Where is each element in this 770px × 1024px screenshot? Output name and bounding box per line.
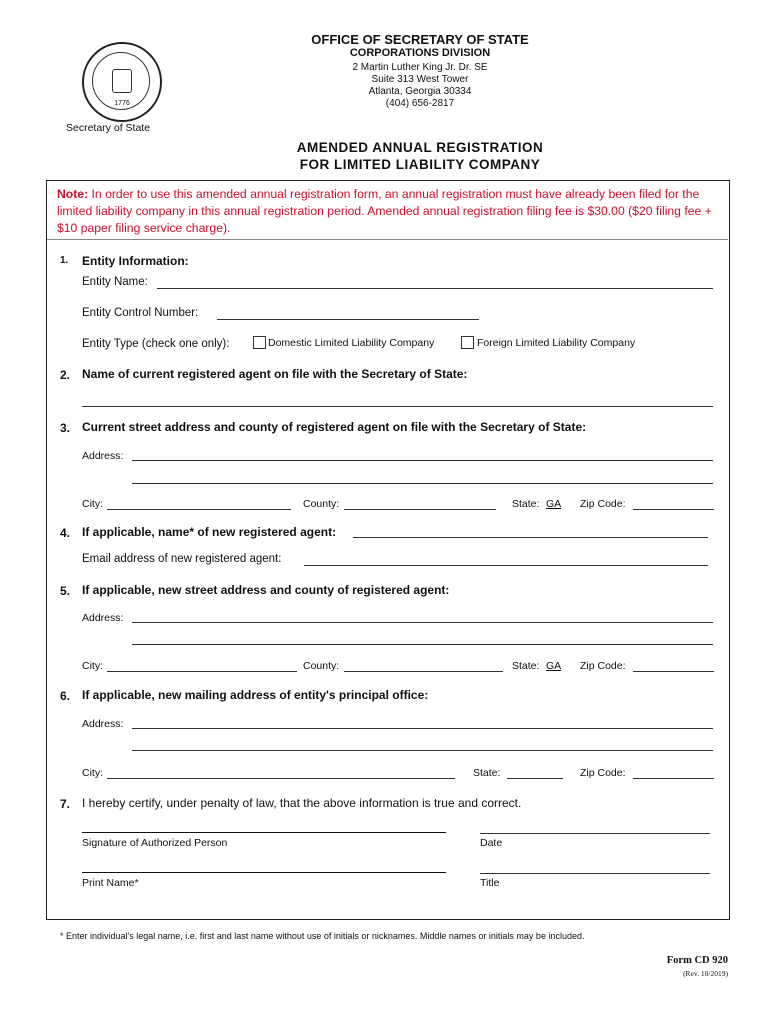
s3-address-label: Address: (82, 450, 124, 462)
s3-city-field[interactable] (107, 509, 291, 510)
s6-state-field[interactable] (507, 778, 563, 779)
s5-zip-label: Zip Code: (580, 660, 626, 672)
entity-control-number-label: Entity Control Number: (82, 307, 199, 319)
print-name-label: Print Name* (82, 877, 139, 889)
entity-type-label: Entity Type (check one only): (82, 338, 230, 350)
entity-name-label: Entity Name: (82, 276, 148, 288)
footnote: * Enter individual's legal name, i.e. first and last name without use of initials or nicknames. Middle names or initials may be included. (60, 931, 585, 941)
s3-address-field-1[interactable] (132, 460, 713, 461)
signature-label: Signature of Authorized Person (82, 837, 228, 849)
office-title: OFFICE OF SECRETARY OF STATE (311, 32, 529, 47)
date-field[interactable] (480, 833, 710, 834)
new-agent-email-label: Email address of new registered agent: (82, 553, 282, 565)
s3-address-field-2[interactable] (132, 483, 713, 484)
seal-year: 1776 (114, 100, 130, 107)
domestic-llc-label: Domestic Limited Liability Company (268, 337, 435, 349)
title-label: Title (480, 877, 500, 889)
seal-arch-icon (112, 69, 132, 93)
s5-state-label: State: (512, 660, 540, 672)
s5-address-field-1[interactable] (132, 622, 713, 623)
s5-state-value: GA (546, 660, 562, 672)
phone-number: (404) 656-2817 (385, 98, 455, 109)
s5-county-label: County: (303, 660, 340, 672)
foreign-llc-checkbox[interactable] (461, 336, 474, 349)
s3-county-field[interactable] (344, 509, 496, 510)
section-1-title: Entity Information: (82, 254, 189, 268)
s3-zip-label: Zip Code: (580, 498, 626, 510)
s5-zip-field[interactable] (633, 671, 714, 672)
entity-name-field[interactable] (157, 288, 713, 289)
section-5-title: If applicable, new street address and county of registered agent: (82, 583, 450, 597)
section-4-number: 4. (60, 526, 71, 540)
s6-state-label: State: (473, 767, 501, 779)
form-title-line-1: AMENDED ANNUAL REGISTRATION (296, 140, 544, 155)
s3-county-label: County: (303, 498, 340, 510)
s5-address-label: Address: (82, 612, 124, 624)
current-agent-name-field[interactable] (82, 406, 713, 407)
domestic-llc-checkbox[interactable] (253, 336, 266, 349)
date-label: Date (480, 837, 503, 849)
form-number: Form CD 920 (666, 955, 728, 966)
section-2-title: Name of current registered agent on file with the Secretary of State: (82, 367, 468, 381)
section-2-number: 2. (60, 368, 71, 382)
s6-address-field-2[interactable] (132, 750, 713, 751)
note-divider (47, 239, 728, 240)
print-name-field[interactable] (82, 872, 446, 873)
section-3-title: Current street address and county of registered agent on file with the Secretary of State: (82, 420, 587, 434)
foreign-llc-label: Foreign Limited Liability Company (477, 337, 636, 349)
s3-zip-field[interactable] (633, 509, 714, 510)
section-5-number: 5. (60, 584, 71, 598)
section-7-number: 7. (60, 797, 71, 811)
s5-address-field-2[interactable] (132, 644, 713, 645)
s3-state-value: GA (546, 498, 562, 510)
entity-control-number-field[interactable] (217, 319, 479, 320)
s6-address-label: Address: (82, 718, 124, 730)
s6-city-label: City: (82, 767, 103, 779)
address-line-1: 2 Martin Luther King Jr. Dr. SE (352, 62, 488, 73)
section-1-number: 1. (60, 255, 69, 266)
form-title-line-2: FOR LIMITED LIABILITY COMPANY (299, 157, 541, 172)
georgia-state-seal (82, 42, 162, 122)
secretary-of-state-label: Secretary of State (66, 122, 151, 134)
s6-city-field[interactable] (107, 778, 455, 779)
note-paragraph (57, 186, 722, 237)
note-label: Note: (57, 187, 89, 201)
address-line-2: Suite 313 West Tower (371, 74, 469, 85)
division-title: CORPORATIONS DIVISION (349, 47, 491, 59)
s5-county-field[interactable] (344, 671, 503, 672)
s6-zip-label: Zip Code: (580, 767, 626, 779)
s3-state-label: State: (512, 498, 540, 510)
new-agent-email-field[interactable] (304, 565, 708, 566)
new-agent-name-field[interactable] (353, 537, 708, 538)
address-line-3: Atlanta, Georgia 30334 (368, 86, 472, 97)
section-4-title: If applicable, name* of new registered agent: (82, 525, 337, 539)
certification-statement: I hereby certify, under penalty of law, that the above information is true and correct. (82, 796, 522, 810)
note-text: In order to use this amended annual registration form, an annual registration must have already been filed for the limited liability company in this annual registration period. Amended annual registration filing fee is $30.00 ($20 filing fee + $10 paper filing service charge). (57, 187, 712, 235)
s6-zip-field[interactable] (633, 778, 714, 779)
signature-field[interactable] (82, 832, 446, 833)
section-6-title: If applicable, new mailing address of entity's principal office: (82, 688, 429, 702)
s5-city-field[interactable] (107, 671, 297, 672)
title-field[interactable] (480, 873, 710, 874)
s5-city-label: City: (82, 660, 103, 672)
section-6-number: 6. (60, 689, 71, 703)
s3-city-label: City: (82, 498, 103, 510)
s6-address-field-1[interactable] (132, 728, 713, 729)
section-3-number: 3. (60, 421, 71, 435)
form-revision: (Rev. 10/2019) (683, 969, 728, 978)
